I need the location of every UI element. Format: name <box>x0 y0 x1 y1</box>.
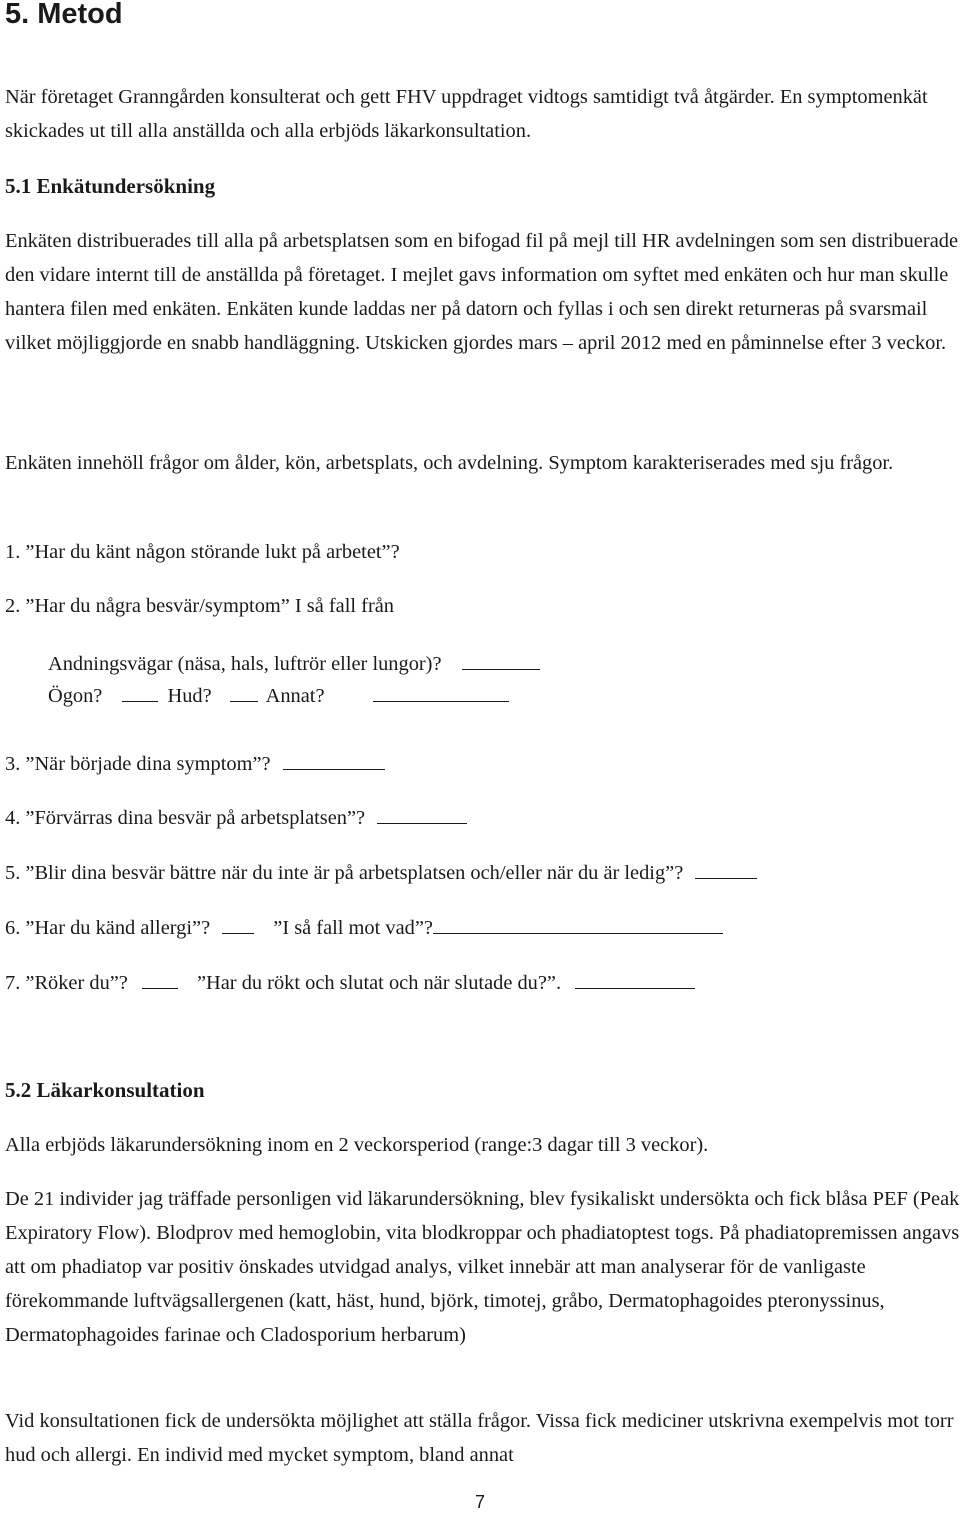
consultation-questions-paragraph: Vid konsultationen fick de undersökta möjlighet att ställa frågor. Vissa fick mediciner utskrivna exempelvis mot torr hud och allergi. En individ med mycket symptom, bland annat <box>5 1410 954 1466</box>
question-2: 2. ”Har du några besvär/symptom” I så fall från <box>5 595 394 617</box>
question-5 <box>5 861 761 883</box>
answer-blank <box>122 684 158 702</box>
consultation-offer-paragraph: Alla erbjöds läkarundersökning inom en 2 veckorsperiod (range:3 dagar till 3 veckor). <box>5 1134 709 1156</box>
question-4 <box>5 806 471 828</box>
answer-blank <box>377 806 467 824</box>
answer-blank <box>230 684 258 702</box>
question-6a-label: 6. ”Har du känd allergi”? <box>5 917 211 939</box>
question-7b-label: ”Har du rökt och slutat och när slutade du?”. <box>196 972 562 994</box>
section-heading-metod: 5. Metod <box>5 0 123 30</box>
answer-blank <box>695 861 757 879</box>
answer-blank <box>283 752 385 770</box>
subheading-lakarkonsultation: 5.2 Läkarkonsultation <box>5 1078 205 1102</box>
answer-blank <box>462 652 540 670</box>
question-7a-label: 7. ”Röker du”? <box>5 972 128 994</box>
question-1: 1. ”Har du känt någon störande lukt på arbetet”? <box>5 541 400 563</box>
examination-paragraph: De 21 individer jag träffade personligen vid läkarundersökning, blev fysikaliskt undersökta och fick blåsa PEF (Peak Expiratory Flow). Blodprov med hemoglobin, vita blodkroppar och phadiatoptest togs. På phadiatopremissen angavs att om phadiatop var positiv önskades utvidgad analys, vilket innebär att man analyserar för de vanligaste förekommande luftvägsallergenen (katt, häst, hund, björk, timotej, gråbo, Dermatophagoides pteronyssinus, Dermatophagoides farinae och Cladosporium herbarum) <box>5 1188 960 1346</box>
question-2-airways <box>48 652 544 674</box>
survey-distribution-paragraph: Enkäten distribuerades till alla på arbetsplatsen som en bifogad fil på mejl till HR avdelningen som sen distribuerade den vidare internt till de anställda på företaget. I mejlet gavs information om syftet med enkäten och hur man skulle hantera filen med enkäten. Enkäten kunde laddas ner på datorn och fyllas i och sen direkt returneras på svarsmail vilket möjliggjorde en snabb handläggning. Utskicken gjordes mars – april 2012 med en påminnelse efter 3 veckor. <box>5 230 959 354</box>
question-2-other-sites <box>48 684 513 706</box>
question-2-other-label: Annat? <box>265 685 325 707</box>
question-2-eyes-label: Ögon? <box>48 685 103 707</box>
survey-content-paragraph: Enkäten innehöll frågor om ålder, kön, arbetsplats, och avdelning. Symptom karakteriserades med sju frågor. <box>5 452 894 474</box>
answer-blank <box>433 916 723 934</box>
question-4-label: 4. ”Förvärras dina besvär på arbetsplatsen”? <box>5 807 366 829</box>
question-7 <box>5 971 699 993</box>
question-6 <box>5 916 727 938</box>
question-6b-label: ”I så fall mot vad”? <box>273 917 433 939</box>
question-5-label: 5. ”Blir dina besvär bättre när du inte är på arbetsplatsen och/eller när du är ledig”? <box>5 862 684 884</box>
answer-blank <box>142 971 178 989</box>
question-2-skin-label: Hud? <box>167 685 212 707</box>
intro-paragraph: När företaget Granngården konsulterat och gett FHV uppdraget vidtogs samtidigt två åtgärder. En symptomenkät skickades ut till alla anställda och alla erbjöds läkarkonsultation. <box>5 86 928 142</box>
page-number: 7 <box>474 1492 485 1512</box>
question-3 <box>5 752 389 774</box>
answer-blank <box>373 684 509 702</box>
question-3-label: 3. ”När började dina symptom”? <box>5 753 271 775</box>
question-2-airways-label: Andningsvägar (näsa, hals, luftrör eller lungor)? <box>48 653 442 675</box>
answer-blank <box>575 971 695 989</box>
subheading-enkatundersokning: 5.1 Enkätundersökning <box>5 174 216 198</box>
answer-blank <box>222 916 254 934</box>
